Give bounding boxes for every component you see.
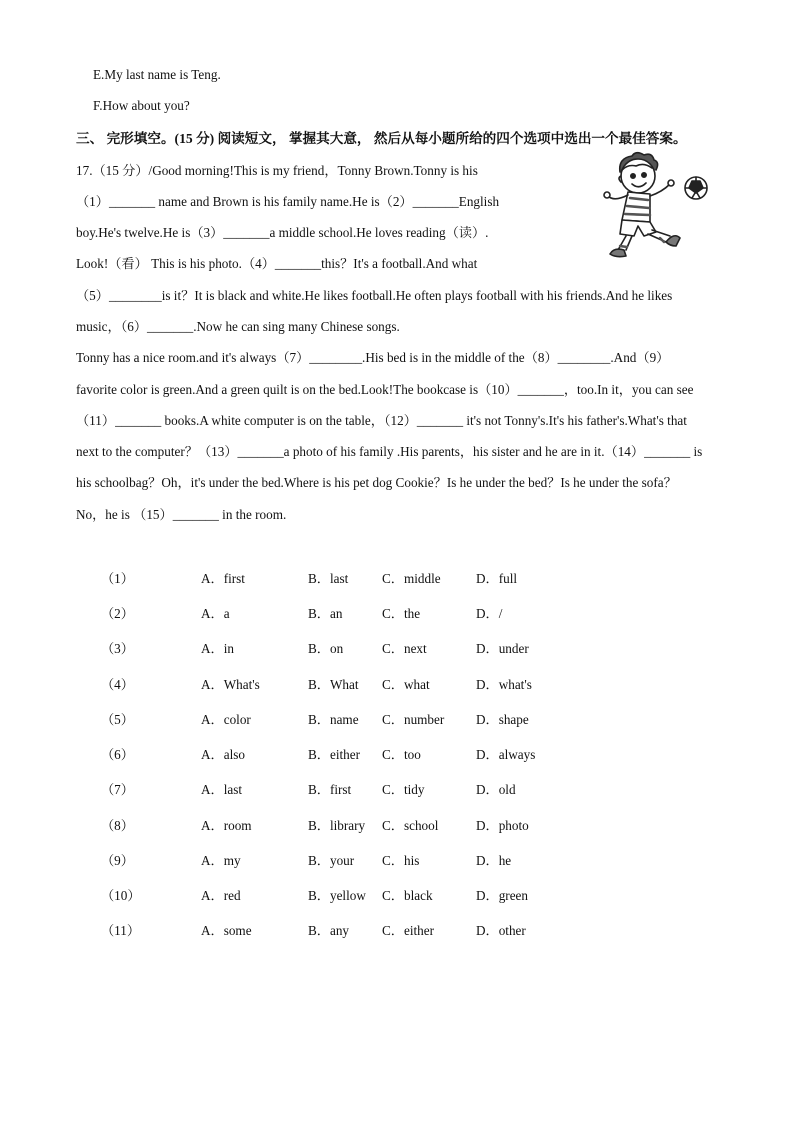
question-number: （2） (101, 606, 134, 621)
passage-line: （11）_______ books.A white computer is on the table，（12）_______ it's not Tonny's.It's his father's.What's that (76, 413, 687, 428)
question-number: （4） (101, 677, 134, 692)
option-e: E.My last name is Teng. (93, 67, 221, 82)
passage-line: 17.（15 分）/Good morning!This is my friend，Tonny Brown.Tonny is his (76, 163, 478, 178)
question-number: （3） (101, 641, 134, 656)
option-a[interactable]: A．red (201, 888, 241, 903)
option-b[interactable]: B．last (308, 571, 349, 586)
question-row-3 (0, 640, 794, 658)
question-number: （5） (101, 712, 134, 727)
option-a[interactable]: A．in (201, 641, 234, 656)
question-row-10 (0, 887, 794, 905)
option-c[interactable]: C．number (382, 712, 445, 727)
question-row-6 (0, 746, 794, 764)
option-d[interactable]: D．other (476, 923, 526, 938)
passage-line: No，he is （15）_______ in the room. (76, 507, 287, 522)
question-row-9 (0, 852, 794, 870)
boy-kicking-football-illustration (600, 150, 712, 265)
question-row-4 (0, 676, 794, 694)
option-b[interactable]: B．an (308, 606, 343, 621)
option-d[interactable]: D．old (476, 782, 516, 797)
option-c[interactable]: C．middle (382, 571, 441, 586)
option-d[interactable]: D．green (476, 888, 528, 903)
question-number: （7） (101, 782, 134, 797)
question-number: （9） (101, 853, 134, 868)
option-a[interactable]: A．color (201, 712, 251, 727)
option-a[interactable]: A．also (201, 747, 245, 762)
passage-line: Look!（看） This is his photo.（4）_______this？It's a football.And what (76, 256, 478, 271)
question-number: （1） (101, 571, 134, 586)
option-b[interactable]: B．first (308, 782, 352, 797)
option-d[interactable]: D．shape (476, 712, 529, 727)
option-b[interactable]: B．your (308, 853, 355, 868)
passage-line: Tonny has a nice room.and it's always（7）________.His bed is in the middle of the（8）________.And（9） (76, 350, 670, 365)
option-a[interactable]: A．room (201, 818, 252, 833)
question-row-11 (0, 922, 794, 940)
option-a[interactable]: A．some (201, 923, 252, 938)
option-a[interactable]: A．first (201, 571, 245, 586)
question-row-5 (0, 711, 794, 729)
option-d[interactable]: D．he (476, 853, 512, 868)
option-b[interactable]: B．yellow (308, 888, 366, 903)
option-d[interactable]: D．/ (476, 606, 503, 621)
passage-line: boy.He's twelve.He is（3）_______a middle school.He loves reading（读）. (76, 225, 489, 240)
option-b[interactable]: B．any (308, 923, 350, 938)
option-d[interactable]: D．always (476, 747, 536, 762)
option-d[interactable]: D．photo (476, 818, 529, 833)
option-f: F.How about you? (93, 98, 190, 113)
option-d[interactable]: D．full (476, 571, 518, 586)
option-d[interactable]: D．under (476, 641, 529, 656)
option-c[interactable]: C．black (382, 888, 433, 903)
question-row-8 (0, 817, 794, 835)
option-a[interactable]: A．What's (201, 677, 260, 692)
option-b[interactable]: B．library (308, 818, 366, 833)
question-row-2 (0, 605, 794, 623)
option-b[interactable]: B．on (308, 641, 344, 656)
option-c[interactable]: C．either (382, 923, 435, 938)
option-a[interactable]: A．a (201, 606, 230, 621)
option-c[interactable]: C．the (382, 606, 421, 621)
question-row-1 (0, 570, 794, 588)
option-b[interactable]: B．either (308, 747, 361, 762)
section-title: 三、 完形填空。(15 分) 阅读短文， 掌握其大意， 然后从每小题所给的四个选项中选出一个最佳答案。 (76, 131, 687, 146)
question-number: （10） (101, 888, 141, 903)
option-c[interactable]: C．too (382, 747, 421, 762)
option-c[interactable]: C．next (382, 641, 427, 656)
question-number: （6） (101, 747, 134, 762)
option-c[interactable]: C．his (382, 853, 420, 868)
passage-line: （1）_______ name and Brown is his family name.He is（2）_______English (76, 194, 500, 209)
passage-line: his schoolbag？Oh，it's under the bed.Where is his pet dog Cookie？Is he under the bed？Is he under the sofa？ (76, 475, 677, 490)
option-a[interactable]: A．my (201, 853, 241, 868)
passage-line: next to the computer？（13）_______a photo of his family .His parents，his sister and he are in it.（14）_______ is (76, 444, 703, 459)
passage-line: music，（6）_______.Now he can sing many Chinese songs. (76, 319, 400, 334)
passage-line: favorite color is green.And a green quilt is on the bed.Look!The bookcase is（10）_______，too.In it，you can see (76, 382, 694, 397)
question-row-7 (0, 781, 794, 799)
option-d[interactable]: D．what's (476, 677, 532, 692)
option-c[interactable]: C．what (382, 677, 430, 692)
option-b[interactable]: B．What (308, 677, 359, 692)
option-b[interactable]: B．name (308, 712, 359, 727)
passage-line: （5）________is it？It is black and white.He likes football.He often plays football with his friends.And he likes (76, 288, 673, 303)
option-a[interactable]: A．last (201, 782, 243, 797)
option-c[interactable]: C．school (382, 818, 439, 833)
question-number: （8） (101, 818, 134, 833)
option-c[interactable]: C．tidy (382, 782, 425, 797)
question-number: （11） (101, 923, 141, 938)
